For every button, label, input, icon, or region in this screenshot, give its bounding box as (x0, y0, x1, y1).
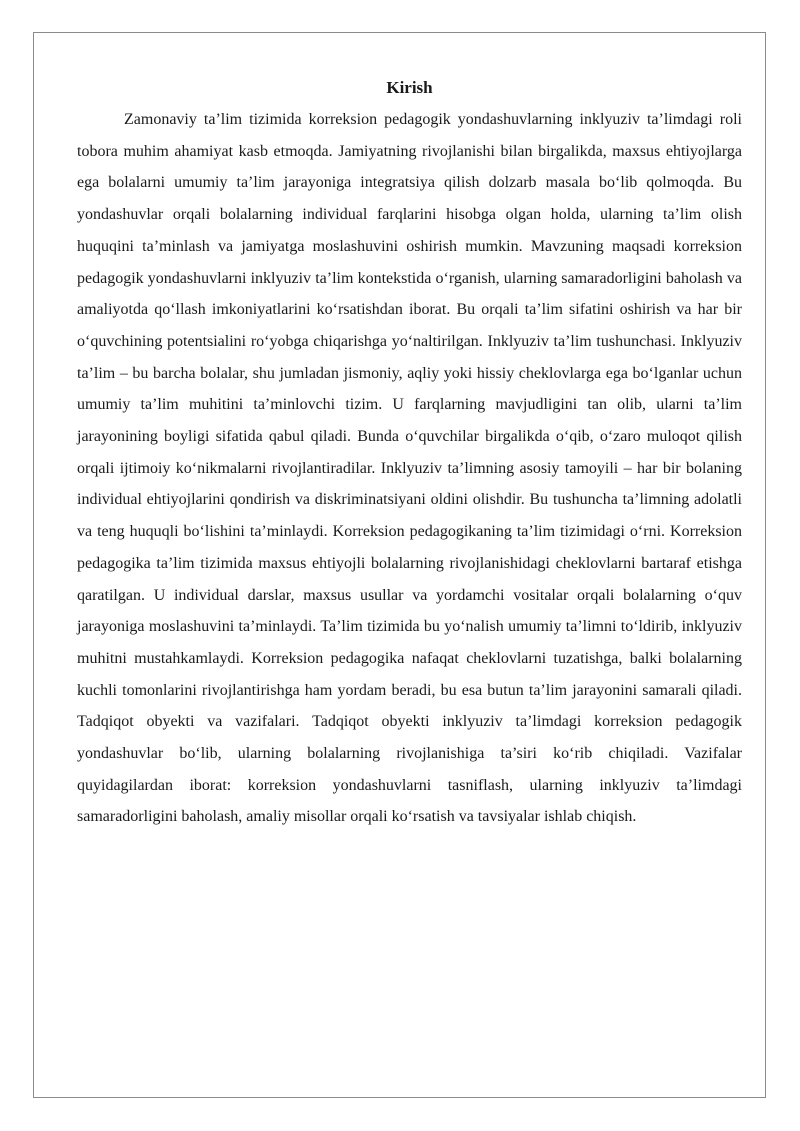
body-paragraph: Zamonaviy ta’lim tizimida korreksion pedagogik yondashuvlarning inklyuziv ta’limdagi roli tobora muhim ahamiyat kasb etmoqda. Jamiyatning rivojlanishi bilan birgalikda, maxsus ehtiyojlarga ega bolalarni umumiy ta’lim jarayoniga integratsiya qilish dolzarb masala bo‘lib qolmoqda. Bu yondashuvlar orqali bolalarning individual farqlarini hisobga olgan holda, ularning ta’lim olish huquqini ta’minlash va jamiyatga moslashuvini oshirish mumkin. Mavzuning maqsadi korreksion pedagogik yondashuvlarni inklyuziv ta’lim kontekstida o‘rganish, ularning samaradorligini baholash va amaliyotda qo‘llash imkoniyatlarini ko‘rsatishdan iborat. Bu orqali ta’lim sifatini oshirish va har bir o‘quvchining potentsialini ro‘yobga chiqarishga yo‘naltirilgan. Inklyuziv ta’lim tushunchasi. Inklyuziv ta’lim – bu barcha bolalar, shu jumladan jismoniy, aqliy yoki hissiy cheklovlarga ega bo‘lganlar uchun umumiy ta’lim muhitini ta’minlovchi tizim. U farqlarning mavjudligini tan olib, ularni ta’lim jarayonining boyligi sifatida qabul qiladi. Bunda o‘quvchilar birgalikda o‘qib, o‘zaro muloqot qilish orqali ijtimoiy ko‘nikmalarni rivojlantiradilar. Inklyuziv ta’limning asosiy tamoyili – har bir bolaning individual ehtiyojlarini qondirish va diskriminatsiyani oldini olishdir. Bu tushuncha ta’limning adolatli va teng huquqli bo‘lishini ta’minlaydi. Korreksion pedagogikaning ta’lim tizimidagi o‘rni. Korreksion pedagogika ta’lim tizimida maxsus ehtiyojli bolalarning rivojlanishidagi cheklovlarni bartaraf etishga qaratilgan. U individual darslar, maxsus usullar va yordamchi vositalar orqali bolalarning o‘quv jarayoniga moslashuvini ta’minlaydi. Ta’lim tizimida bu yo‘nalish umumiy ta’limni to‘ldirib, inklyuziv muhitni mustahkamlaydi. Korreksion pedagogika nafaqat cheklovlarni tuzatishga, balki bolalarning kuchli tomonlarini rivojlantirishga ham yordam beradi, bu esa butun ta’lim jarayonini samarali qiladi. Tadqiqot obyekti va vazifalari. Tadqiqot obyekti inklyuziv ta’limdagi korreksion pedagogik yondashuvlar bo‘lib, ularning bolalarning rivojlanishiga ta’siri ko‘rib chiqiladi. Vazifalar quyidagilardan iborat: korreksion yondashuvlarni tasniflash, ularning inklyuziv ta’limdagi samaradorligini baholash, amaliy misollar orqali ko‘rsatish va tavsiyalar ishlab chiqish. (77, 111, 742, 826)
document-body (77, 74, 742, 833)
section-title: Kirish (386, 78, 433, 97)
